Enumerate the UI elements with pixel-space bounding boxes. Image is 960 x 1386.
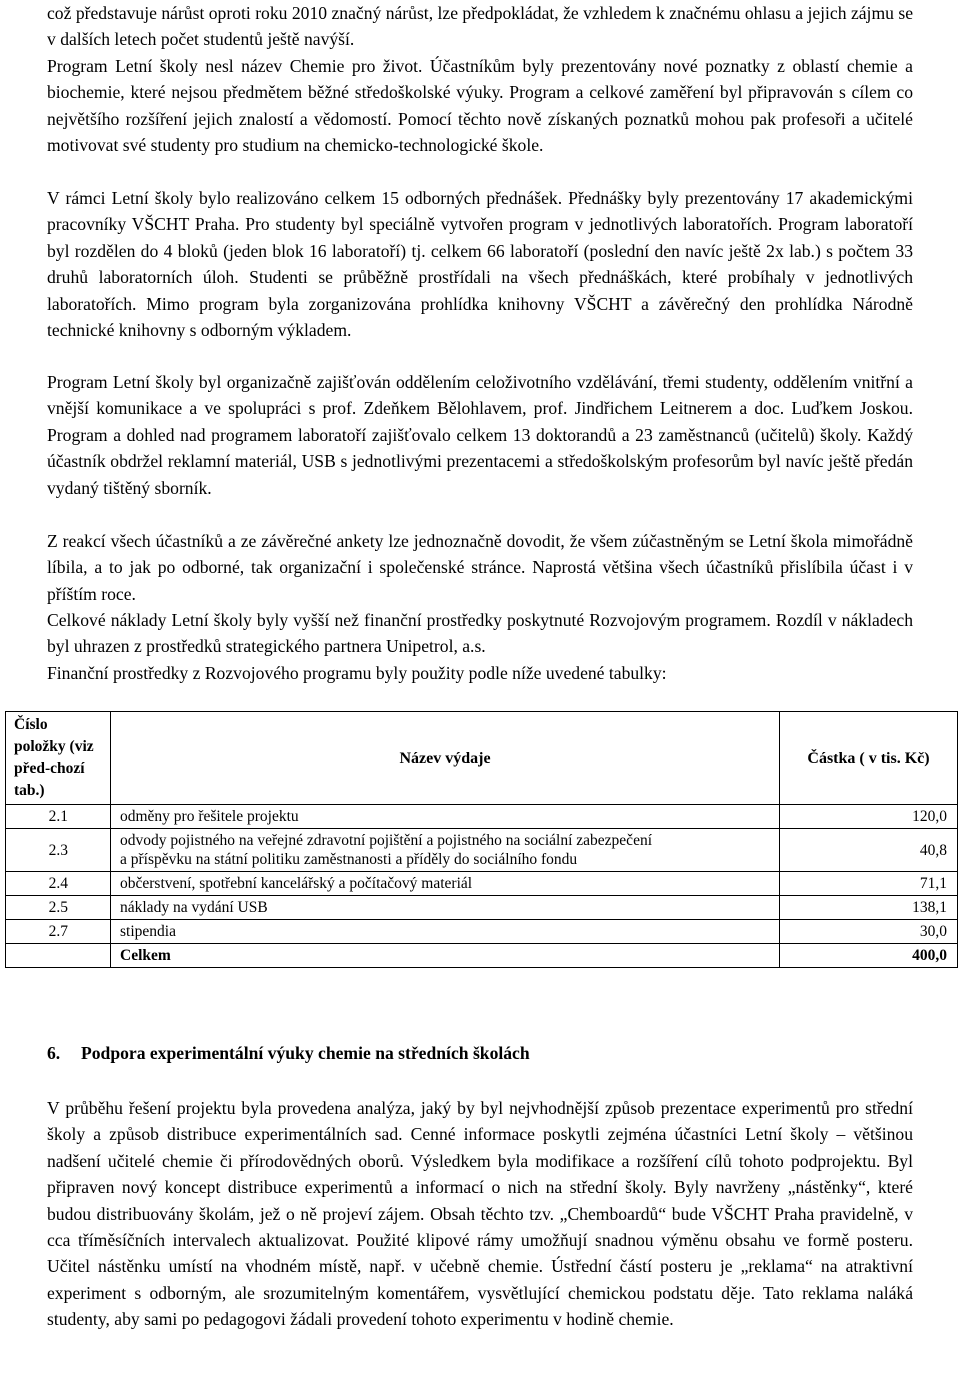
header-amount: Částka ( v tis. Kč) (780, 712, 958, 805)
table-total-row (6, 944, 958, 968)
row-name: odměny pro řešitele projektu (111, 805, 780, 829)
row-name-line-2: a příspěvku na státní politiku zaměstnanosti a příděly do sociálního fondu (120, 851, 578, 868)
table-row (6, 920, 958, 944)
row-number: 2.4 (6, 872, 111, 896)
table-row (6, 872, 958, 896)
paragraph-section-6: V průběhu řešení projektu byla provedena analýza, jaký by byl nejvhodnější způsob prezentace experimentů pro střední školy a způsob distribuce experimentálních sad. Cenné informace poskytli zejména účastníci Letní školy – většinou nadšení učitelé chemie či přírodovědných oborů. Výsledkem byla modifikace a rozšíření cílů tohoto podprojektu. Byl připraven nový koncept distribuce experimentů a informací o nich na střední školy. Byly navrženy „nástěnky“, které budou distribuovány školám, jež o ně projeví zájem. Obsah těchto tzv. „Chemboardů“ bude VŠCHT Praha pravidelně, v cca tříměsíčních intervalech aktualizovat. Použité klipové rámy umožňují snadnou výměnu obsahu ve formě posteru. Učitel nástěnku umístí na vhodném místě, např. v učebně chemie. Ústřední částí posteru je „reklama“ na atraktivní experiment s odborným, ale srozumitelným komentářem, vysvětlující chemickou podstatu děje. Tato reklama naláká studenty, aby sami po pedagogovi žádali provedení tohoto experimentu v hodině chemie. (47, 1098, 913, 1330)
paragraph-organization: Program Letní školy byl organizačně zajišťován oddělením celoživotního vzdělávání, třemi studenty, oddělením vnitřní a vnější komunikace a ve spolupráci s prof. Zdeňkem Bělohlavem, prof. Jindřichem Leitnerem a doc. Luďkem Joskou. Program a dohled nad programem laboratoří zajišťovalo celkem 13 doktorandů a 23 zaměstnanců (učitelů) školy. Každý účastník obdržel reklamní materiál, USB s jednotlivými prezentacemi a středoškolským profesorům byl navíc ještě předán vydaný tištěný sborník. (47, 372, 913, 498)
section-title: Podpora experimentální výuky chemie na středních školách (81, 1043, 530, 1063)
header-expense-name: Název výdaje (111, 712, 780, 805)
total-number-empty (6, 944, 111, 968)
row-name (111, 829, 780, 872)
paragraph-intro: což představuje nárůst oproti roku 2010 značný nárůst, lze předpokládat, že vzhledem k značnému ohlasu a jejich zájmu se v dalších letech počet studentů ještě navýší. (47, 3, 913, 50)
paragraph-costs: Celkové náklady Letní školy byly vyšší než finanční prostředky poskytnuté Rozvojovým programem. Rozdíl v nákladech byl uhrazen z prostředků strategického partnera Unipetrol, a.s. (47, 610, 913, 657)
header-item-number: Číslo položky (viz před-chozí tab.) (6, 712, 111, 805)
row-number: 2.3 (6, 829, 111, 872)
section-number: 6. (47, 1043, 61, 1063)
row-number: 2.5 (6, 896, 111, 920)
row-number: 2.1 (6, 805, 111, 829)
paragraph-lectures: V rámci Letní školy bylo realizováno celkem 15 odborných přednášek. Přednášky byly prezentovány 17 akademickými pracovníky VŠCHT Praha. Pro studenty byl speciálně vytvořen program v jednotlivých laboratořích. Program laboratoří byl rozdělen do 4 bloků (jeden blok 16 laboratoří) tj. celkem 66 laboratoří (poslední den navíc ještě 2x lab.) s počtem 33 druhů laboratorních úloh. Studenti se průběžně prostřídali na všech přednáškách, které probíhaly v jednotlivých laboratořích. Mimo program byla zorganizována prohlídka knihovny VŠCHT a závěrečný den prohlídka Národně technické knihovny s odborným výkladem. (47, 188, 913, 341)
row-number: 2.7 (6, 920, 111, 944)
paragraph-program: Program Letní školy nesl název Chemie pro život. Účastníkům byly prezentovány nové poznatky z oblastí chemie a biochemie, které nejsou předmětem běžné středoškolské výuky. Program a celkové zaměření byl připravován s cílem co největšího rozšíření jejich znalostí a vědomostí. Pomocí těchto nově získaných poznatků mohou pak profesoři a učitelé motivovat své studenty pro studium na chemicko-technologické škole. (47, 56, 913, 156)
row-name: stipendia (111, 920, 780, 944)
budget-table (5, 711, 958, 968)
paragraph-table-intro: Finanční prostředky z Rozvojového programu byly použity podle níže uvedené tabulky: (47, 663, 667, 683)
table-row (6, 829, 958, 872)
total-amount: 400,0 (780, 944, 958, 968)
table-row (6, 805, 958, 829)
row-amount: 40,8 (780, 829, 958, 872)
section-heading (47, 1043, 530, 1064)
row-name-line-1: odvody pojistného na veřejné zdravotní pojištění a pojistného na sociální zabezpečení (120, 832, 653, 849)
row-name: náklady na vydání USB (111, 896, 780, 920)
row-amount: 120,0 (780, 805, 958, 829)
paragraph-reactions: Z reakcí všech účastníků a ze závěrečné ankety lze jednoznačně dovodit, že všem zúčastněným se Letní škola mimořádně líbila, a to jak po odborné, tak organizační i společenské stránce. Naprostá většina všech účastníků přislíbila účast i v příštím roce. (47, 531, 913, 604)
table-row (6, 896, 958, 920)
row-amount: 138,1 (780, 896, 958, 920)
total-label: Celkem (111, 944, 780, 968)
table-header-row (6, 712, 958, 805)
row-amount: 71,1 (780, 872, 958, 896)
row-amount: 30,0 (780, 920, 958, 944)
row-name: občerstvení, spotřební kancelářský a počítačový materiál (111, 872, 780, 896)
